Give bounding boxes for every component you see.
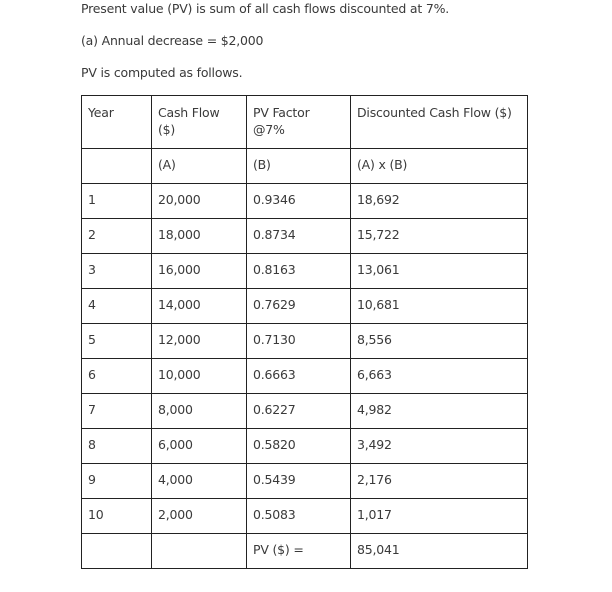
- pv-factor-cell: 0.7629: [247, 289, 351, 324]
- table-row: [82, 324, 528, 359]
- table-subheader-row: [82, 149, 528, 184]
- discounted-cell: 2,176: [351, 464, 528, 499]
- header-year: Year: [82, 96, 152, 149]
- discounted-cell: 13,061: [351, 254, 528, 289]
- discounted-cell: 18,692: [351, 184, 528, 219]
- table-row: [82, 429, 528, 464]
- total-empty-cell: [152, 534, 247, 569]
- header-cash-flow: Cash Flow ($): [152, 96, 247, 149]
- cash-flow-cell: 6,000: [152, 429, 247, 464]
- year-cell: 8: [82, 429, 152, 464]
- intro-text: Present value (PV) is sum of all cash flows discounted at 7%.: [81, 1, 450, 16]
- pv-factor-cell: 0.6227: [247, 394, 351, 429]
- year-cell: 7: [82, 394, 152, 429]
- subheader-pv-factor: (B): [247, 149, 351, 184]
- discounted-cell: 8,556: [351, 324, 528, 359]
- pv-table: [81, 95, 528, 569]
- total-empty-cell: [82, 534, 152, 569]
- discounted-cell: 6,663: [351, 359, 528, 394]
- year-cell: 3: [82, 254, 152, 289]
- cash-flow-cell: 18,000: [152, 219, 247, 254]
- subheader-cash-flow: (A): [152, 149, 247, 184]
- table-row: [82, 254, 528, 289]
- table-total-row: [82, 534, 528, 569]
- table-row: [82, 184, 528, 219]
- discounted-cell: 15,722: [351, 219, 528, 254]
- year-cell: 5: [82, 324, 152, 359]
- year-cell: 6: [82, 359, 152, 394]
- pv-factor-cell: 0.5439: [247, 464, 351, 499]
- header-pv-factor: PV Factor @7%: [247, 96, 351, 149]
- cash-flow-cell: 14,000: [152, 289, 247, 324]
- total-value: 85,041: [351, 534, 528, 569]
- table-row: [82, 499, 528, 534]
- total-label: PV ($) =: [247, 534, 351, 569]
- table-row: [82, 219, 528, 254]
- cash-flow-cell: 20,000: [152, 184, 247, 219]
- cash-flow-cell: 10,000: [152, 359, 247, 394]
- pv-factor-cell: 0.5820: [247, 429, 351, 464]
- discounted-cell: 3,492: [351, 429, 528, 464]
- table-row: [82, 359, 528, 394]
- subheader-discounted: (A) x (B): [351, 149, 528, 184]
- cash-flow-cell: 4,000: [152, 464, 247, 499]
- pv-factor-cell: 0.9346: [247, 184, 351, 219]
- table-row: [82, 394, 528, 429]
- discounted-cell: 4,982: [351, 394, 528, 429]
- pv-factor-cell: 0.8734: [247, 219, 351, 254]
- subheader-year: [82, 149, 152, 184]
- discounted-cell: 1,017: [351, 499, 528, 534]
- pv-factor-cell: 0.5083: [247, 499, 351, 534]
- pv-factor-cell: 0.7130: [247, 324, 351, 359]
- header-discounted-cash-flow: Discounted Cash Flow ($): [351, 96, 528, 149]
- table-row: [82, 289, 528, 324]
- cash-flow-cell: 16,000: [152, 254, 247, 289]
- pv-factor-cell: 0.8163: [247, 254, 351, 289]
- year-cell: 4: [82, 289, 152, 324]
- pv-factor-cell: 0.6663: [247, 359, 351, 394]
- cash-flow-cell: 12,000: [152, 324, 247, 359]
- table-header-row: [82, 96, 528, 149]
- cash-flow-cell: 2,000: [152, 499, 247, 534]
- table-row: [82, 464, 528, 499]
- computed-text: PV is computed as follows.: [81, 65, 243, 80]
- part-a-text: (a) Annual decrease = $2,000: [81, 33, 264, 48]
- year-cell: 9: [82, 464, 152, 499]
- year-cell: 2: [82, 219, 152, 254]
- year-cell: 10: [82, 499, 152, 534]
- discounted-cell: 10,681: [351, 289, 528, 324]
- cash-flow-cell: 8,000: [152, 394, 247, 429]
- year-cell: 1: [82, 184, 152, 219]
